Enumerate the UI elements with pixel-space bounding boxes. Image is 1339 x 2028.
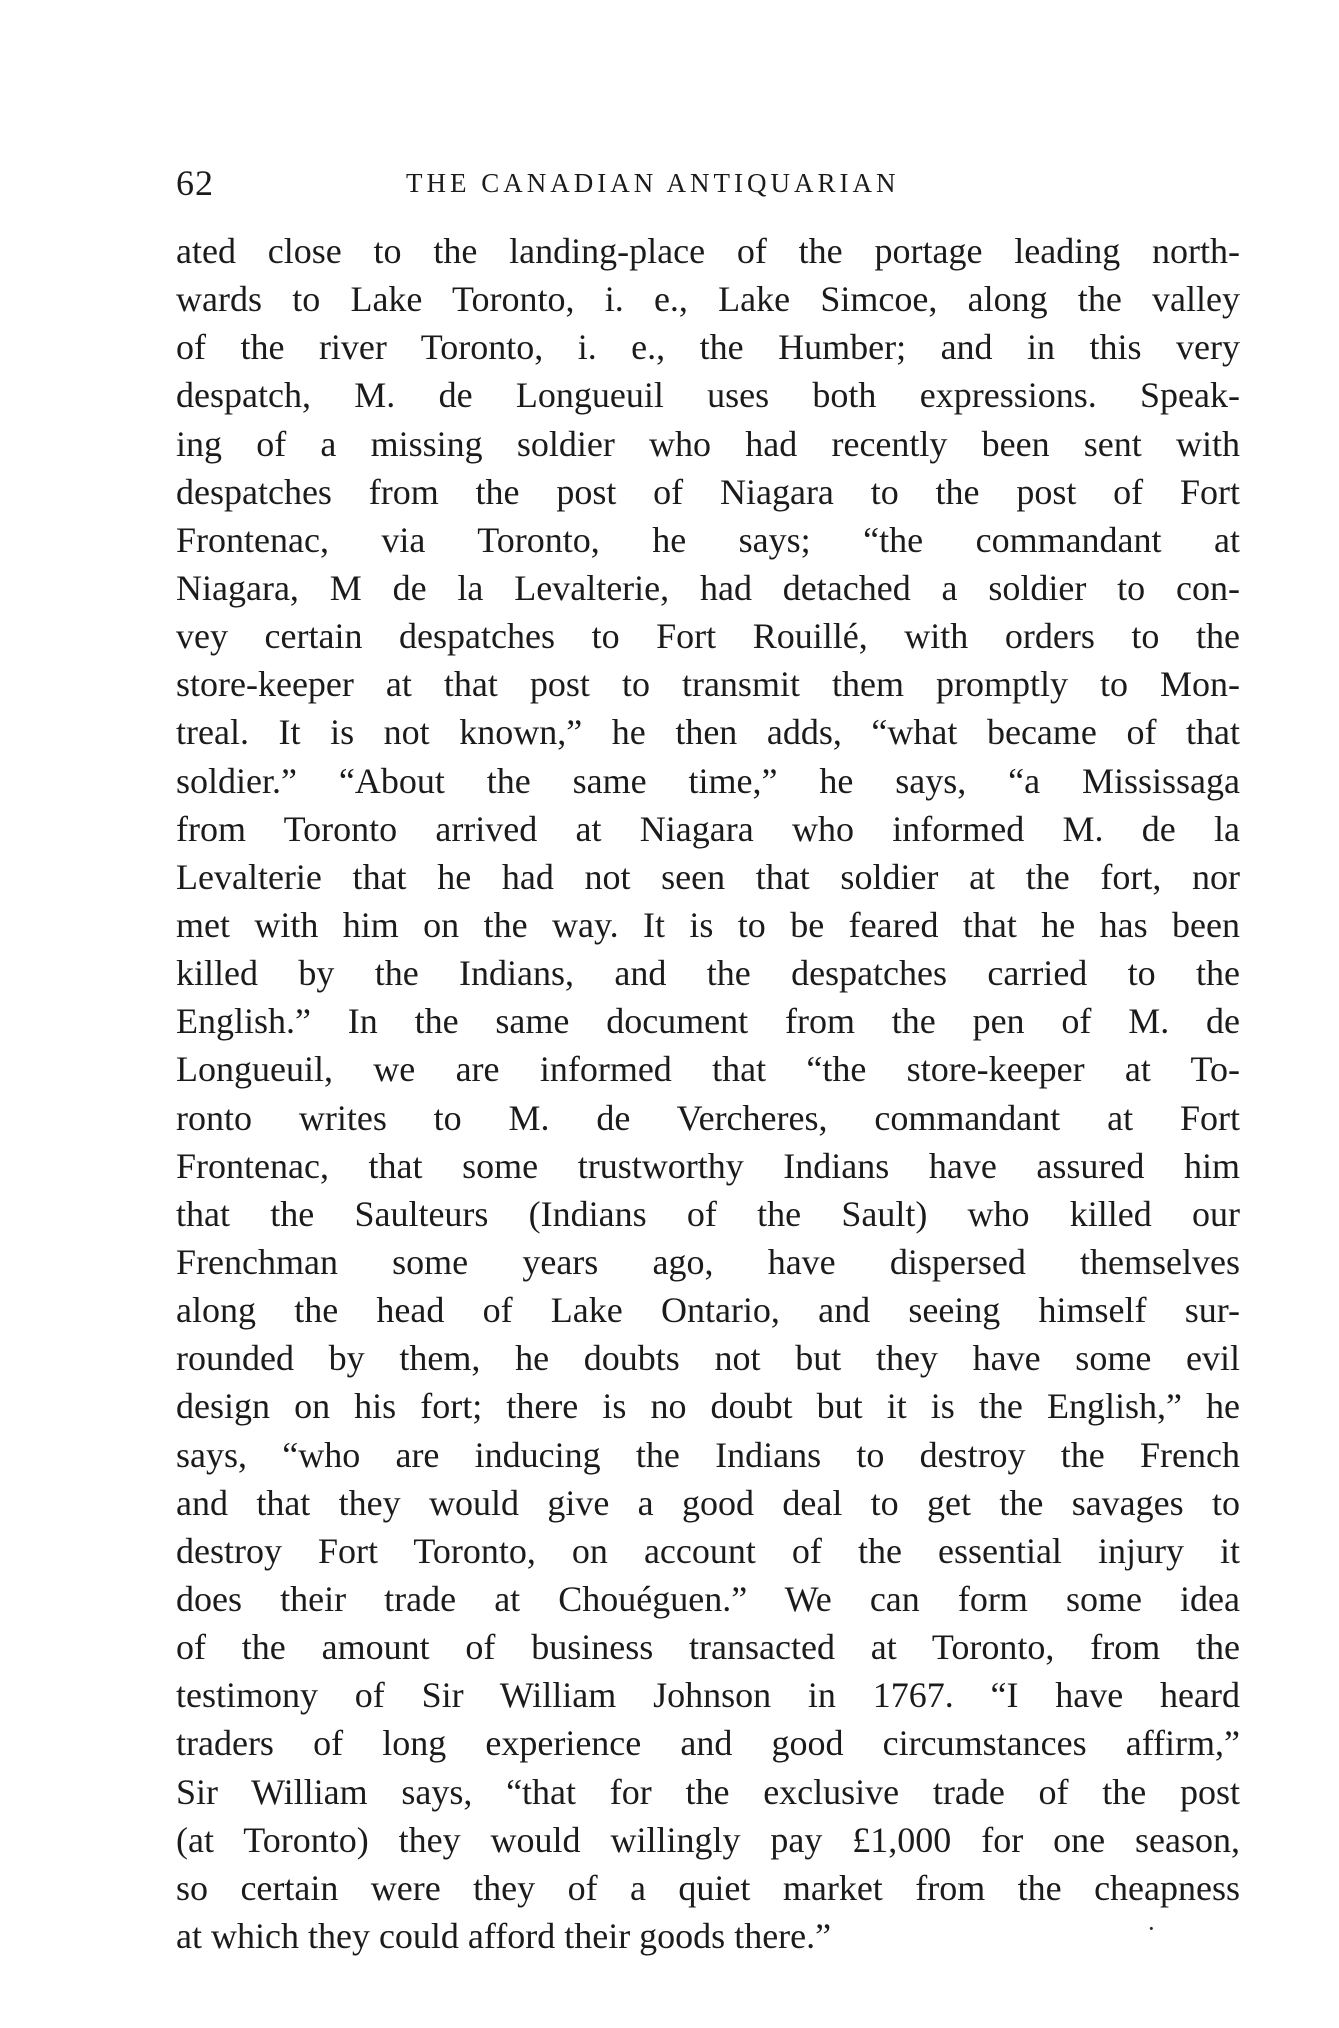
text-line: along the head of Lake Ontario, and seeing himself sur-	[176, 1290, 1240, 1331]
text-line: Niagara, M de la Levalterie, had detached a soldier to con-	[176, 567, 1240, 608]
text-line: vey certain despatches to Fort Rouillé, with orders to the	[176, 616, 1240, 657]
text-line: at which they could afford their goods there.”	[176, 1915, 832, 1956]
text-line: destroy Fort Toronto, on account of the essential injury it	[176, 1530, 1240, 1571]
text-line: killed by the Indians, and the despatches carried to the	[176, 953, 1240, 994]
text-line: design on his fort; there is no doubt but it is the English,” he	[176, 1386, 1240, 1427]
text-line: does their trade at Chouéguen.” We can form some idea	[176, 1578, 1240, 1619]
text-line: and that they would give a good deal to get the savages to	[176, 1482, 1240, 1523]
page-number: 62	[176, 163, 214, 203]
text-line: so certain were they of a quiet market from the cheapness	[176, 1867, 1240, 1908]
text-line: Frontenac, that some trustworthy Indians have assured him	[176, 1145, 1240, 1186]
text-line: English.” In the same document from the pen of M. de	[176, 1001, 1240, 1042]
body-text	[176, 227, 1240, 1960]
text-line: says, “who are inducing the Indians to destroy the French	[176, 1434, 1240, 1475]
text-line: traders of long experience and good circumstances affirm,”	[176, 1723, 1240, 1764]
text-line: ing of a missing soldier who had recently been sent with	[176, 423, 1240, 464]
text-line: rounded by them, he doubts not but they have some evil	[176, 1338, 1240, 1379]
text-line: ronto writes to M. de Vercheres, commandant at Fort	[176, 1097, 1240, 1138]
text-line: soldier.” “About the same time,” he says, “a Mississaga	[176, 760, 1240, 801]
page-mark: ·	[1147, 1914, 1156, 1943]
text-line: despatches from the post of Niagara to the post of Fort	[176, 471, 1240, 512]
text-line: Frontenac, via Toronto, he says; “the commandant at	[176, 519, 1240, 560]
text-line: from Toronto arrived at Niagara who informed M. de la	[176, 808, 1240, 849]
text-line: store-keeper at that post to transmit them promptly to Mon-	[176, 664, 1240, 705]
text-line: despatch, M. de Longueuil uses both expressions. Speak-	[176, 375, 1240, 416]
text-line: ated close to the landing-place of the portage leading north-	[176, 231, 1240, 271]
text-line: Levalterie that he had not seen that soldier at the fort, nor	[176, 856, 1240, 897]
text-line: wards to Lake Toronto, i. e., Lake Simcoe, along the valley	[176, 279, 1240, 320]
text-line: that the Saulteurs (Indians of the Sault) who killed our	[176, 1193, 1240, 1234]
text-line: Longueuil, we are informed that “the store-keeper at To-	[176, 1049, 1240, 1090]
text-line: Sir William says, “that for the exclusive trade of the post	[176, 1771, 1240, 1812]
text-line: met with him on the way. It is to be feared that he has been	[176, 904, 1240, 945]
running-head	[176, 160, 1240, 210]
text-line: of the amount of business transacted at Toronto, from the	[176, 1627, 1240, 1668]
journal-title: THE CANADIAN ANTIQUARIAN	[406, 168, 900, 198]
text-line: testimony of Sir William Johnson in 1767. “I have heard	[176, 1675, 1240, 1716]
text-line: (at Toronto) they would willingly pay £1,000 for one season,	[176, 1819, 1240, 1860]
text-line: Frenchman some years ago, have dispersed themselves	[176, 1241, 1240, 1282]
text-line: treal. It is not known,” he then adds, “what became of that	[176, 712, 1240, 753]
text-line: of the river Toronto, i. e., the Humber; and in this very	[176, 327, 1240, 368]
